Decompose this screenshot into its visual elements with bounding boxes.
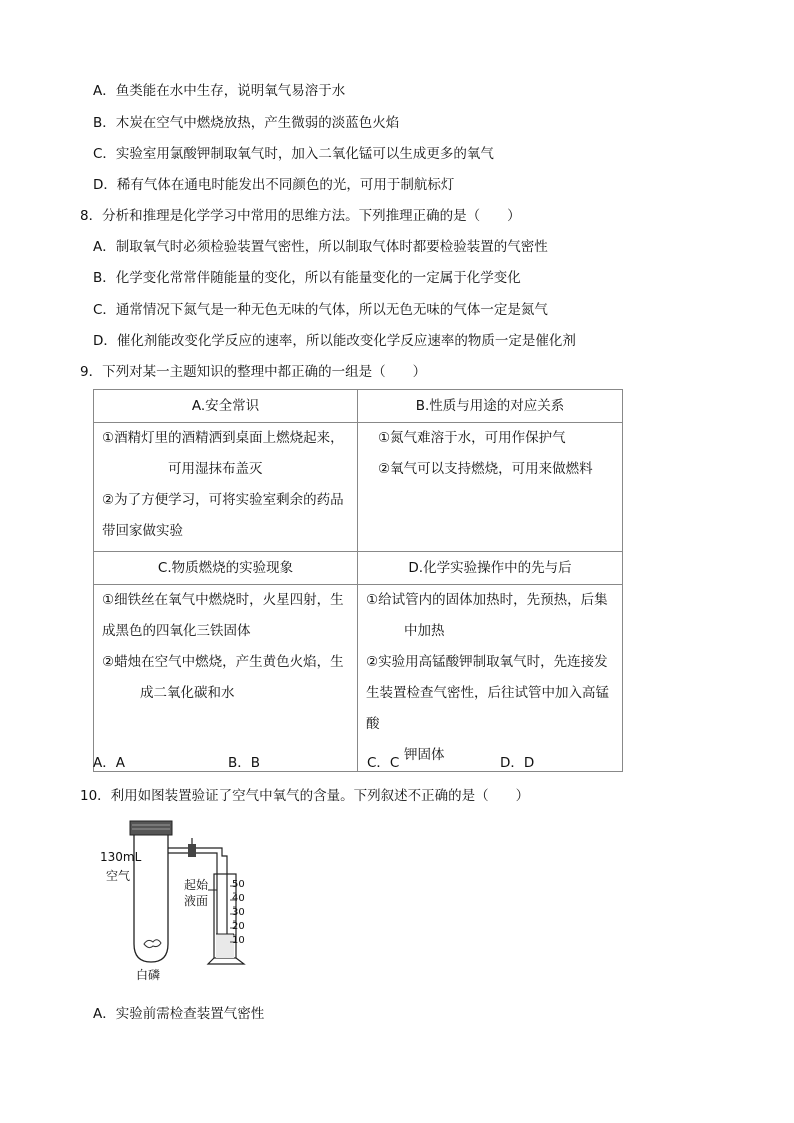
cell-d-line-4: 生装置检查气密性，后往试管中加入高锰酸 bbox=[366, 685, 609, 732]
q9-stem: 9．下列对某一主题知识的整理中都正确的一组是（ ） bbox=[80, 364, 427, 380]
q8-option-d: D．催化剂能改变化学反应的速率，所以能改变化学反应速率的物质一定是催化剂 bbox=[93, 333, 576, 349]
cell-a-line-4: 带回家做实验 bbox=[102, 523, 183, 539]
cell-c-line-2: 成黑色的四氧化三铁固体 bbox=[102, 623, 251, 639]
cell-b-line-1: ①氮气难溶于水，可用作保护气 bbox=[378, 430, 566, 446]
cell-b-content bbox=[358, 423, 623, 552]
cell-d-line-1: ①给试管内的固体加热时，先预热，后集 bbox=[366, 592, 608, 608]
cell-d-line-2: 中加热 bbox=[404, 623, 445, 639]
cell-c-line-4: 成二氧化碳和水 bbox=[140, 685, 235, 701]
tube-air-label: 空气 bbox=[106, 869, 131, 883]
scale-tick-10: 10 bbox=[232, 935, 245, 946]
q7-option-c: C．实验室用氯酸钾制取氧气时，加入二氧化锰可以生成更多的氧气 bbox=[93, 146, 494, 162]
cell-a-content bbox=[94, 423, 358, 552]
cell-c-content bbox=[94, 585, 358, 772]
q8-stem: 8．分析和推理是化学学习中常用的思维方法。下列推理正确的是（ ） bbox=[80, 208, 521, 224]
cell-c-line-1: ①细铁丝在氧气中燃烧时，火星四射，生 bbox=[102, 592, 344, 608]
cell-b-title: B.性质与用途的对应关系 bbox=[358, 390, 623, 423]
level-label-1: 起始 bbox=[184, 878, 209, 892]
q8-option-b: B．化学变化常常伴随能量的变化，所以有能量变化的一定属于化学变化 bbox=[93, 270, 521, 286]
scale-tick-50: 50 bbox=[232, 879, 245, 890]
cell-a-line-1: ①酒精灯里的酒精洒到桌面上燃烧起来， bbox=[102, 430, 344, 446]
cell-c-title: C.物质燃烧的实验现象 bbox=[94, 552, 358, 585]
q8-option-a: A．制取氧气时必须检验装置气密性，所以制取气体时都要检验装置的气密性 bbox=[93, 239, 548, 255]
scale-tick-20: 20 bbox=[232, 921, 245, 932]
q7-option-a: A．鱼类能在水中生存，说明氧气易溶于水 bbox=[93, 83, 346, 99]
cell-d-line-3: ②实验用高锰酸钾制取氧气时，先连接发 bbox=[366, 654, 608, 670]
cell-a-line-3: ②为了方便学习，可将实验室剩余的药品 bbox=[102, 492, 344, 508]
cell-a-line-2: 可用湿抹布盖灭 bbox=[168, 461, 263, 477]
tube-volume-label: 130mL bbox=[100, 850, 142, 864]
white-phosphorus-label: 白磷 bbox=[136, 968, 161, 982]
level-label-2: 液面 bbox=[184, 894, 209, 908]
cell-d-line-5: 钾固体 bbox=[404, 747, 445, 763]
rubber-stopper bbox=[130, 821, 172, 835]
cell-a-title: A.安全常识 bbox=[94, 390, 358, 423]
q9-answer-a: A．A bbox=[93, 755, 125, 771]
q9-answer-c: C．C bbox=[367, 755, 400, 771]
q10-stem: 10．利用如图装置验证了空气中氧气的含量。下列叙述不正确的是（ ） bbox=[80, 788, 530, 804]
q9-answer-b: B．B bbox=[228, 755, 261, 771]
cell-c-line-3: ②蜡烛在空气中燃烧，产生黄色火焰，生 bbox=[102, 654, 344, 670]
q7-option-b: B．木炭在空气中燃烧放热，产生微弱的淡蓝色火焰 bbox=[93, 115, 400, 131]
q9-answer-d: D．D bbox=[500, 755, 535, 771]
q9-table bbox=[93, 389, 623, 772]
q7-option-d: D．稀有气体在通电时能发出不同颜色的光，可用于制航标灯 bbox=[93, 177, 455, 193]
white-phosphorus bbox=[144, 940, 161, 948]
cell-d-title: D.化学实验操作中的先与后 bbox=[358, 552, 623, 585]
apparatus-figure bbox=[96, 816, 276, 990]
q8-option-c: C．通常情况下氮气是一种无色无味的气体，所以无色无味的气体一定是氮气 bbox=[93, 302, 548, 318]
clamp bbox=[188, 844, 196, 857]
cell-d-content bbox=[358, 585, 623, 772]
scale-tick-40: 40 bbox=[232, 893, 245, 904]
scale-tick-30: 30 bbox=[232, 907, 245, 918]
q10-option-a: A．实验前需检查装置气密性 bbox=[93, 1006, 265, 1022]
cell-b-line-2: ②氧气可以支持燃烧，可用来做燃料 bbox=[378, 461, 593, 477]
